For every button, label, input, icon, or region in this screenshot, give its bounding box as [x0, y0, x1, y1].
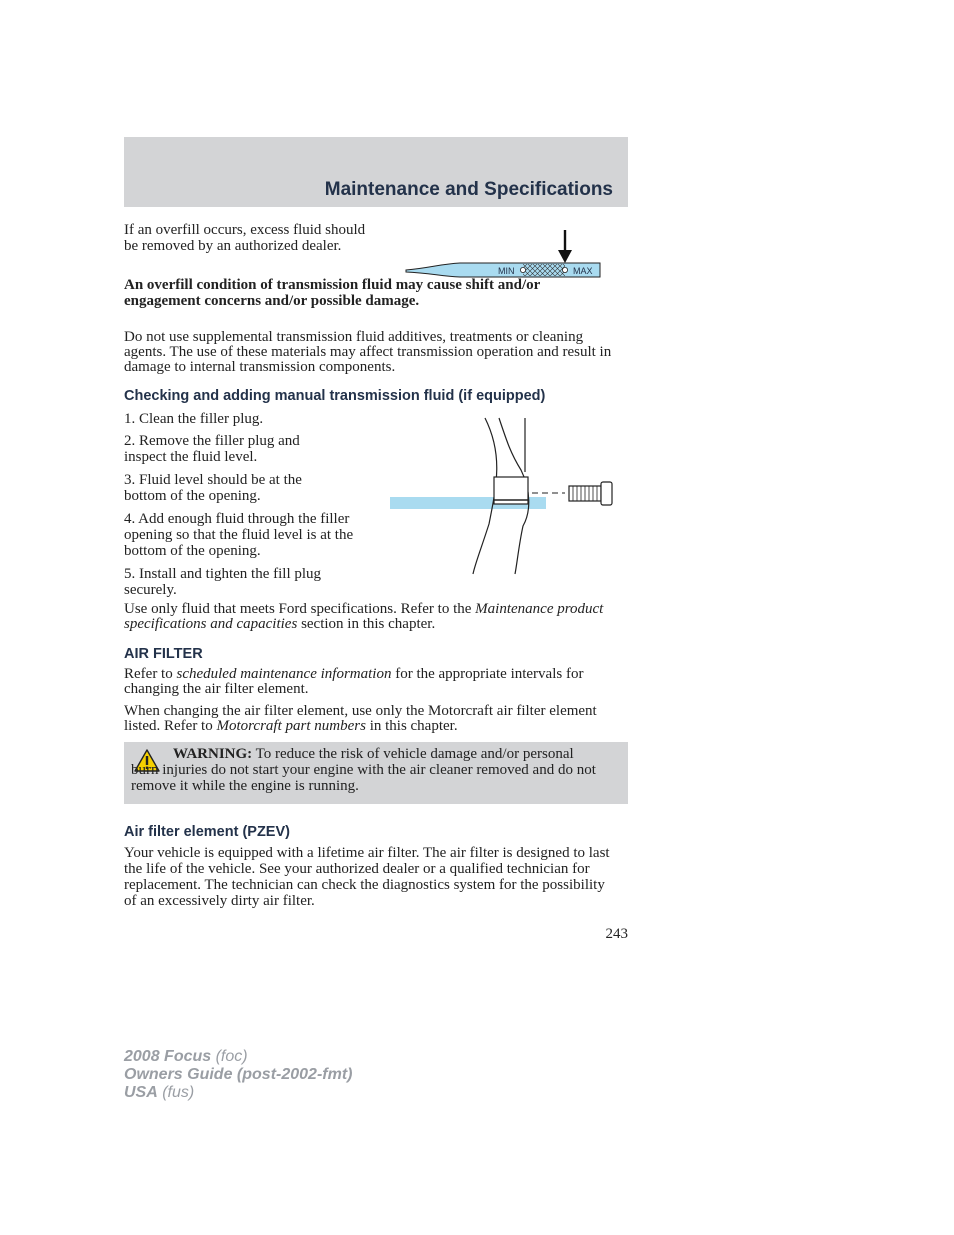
step-2: 2. Remove the filler plug and inspect the fluid level. — [124, 433, 300, 465]
pzev-heading: Air filter element (PZEV) — [124, 824, 290, 840]
min-mark — [520, 267, 525, 272]
footer-model: 2008 Focus — [124, 1048, 212, 1065]
fluid-spec-note — [124, 602, 624, 632]
fluid-note-link: Maintenance product specifications and capacities — [124, 601, 604, 632]
step-5: 5. Install and tighten the fill plug securely. — [124, 566, 322, 598]
air-filter-p2-end: in this chapter. — [365, 718, 458, 734]
step-4: 4. Add enough fluid through the filler opening so that the fluid level is at the bottom of the opening. — [124, 511, 354, 559]
additives-paragraph: Do not use supplemental transmission fluid additives, treatments or cleaning agents. The use of these materials may affect transmission operation and result in damage to internal transmission components. — [124, 329, 612, 375]
page-header — [124, 137, 628, 207]
footer-guide: Owners Guide (post-2002-fmt) — [124, 1066, 353, 1083]
max-label: MAX — [573, 266, 593, 276]
footer-market: USA — [124, 1084, 158, 1101]
min-label: MIN — [498, 266, 515, 276]
air-filter-heading: AIR FILTER — [124, 646, 203, 662]
step-1: 1. Clean the filler plug. — [124, 411, 264, 427]
dipstick-crosshatch-zone — [523, 264, 565, 276]
footer-line-1 — [124, 1048, 524, 1066]
document-footer — [124, 1048, 524, 1102]
warning-box — [124, 742, 628, 804]
air-filter-paragraph-1 — [124, 667, 619, 697]
footer-line-3 — [124, 1084, 524, 1102]
page-title: Maintenance and Specifications — [324, 179, 613, 200]
fluid-note-start: Use only fluid that meets Ford specifications. Refer to the — [124, 601, 476, 617]
fluid-note-end: section in this chapter. — [297, 616, 436, 632]
overfill-paragraph: If an overfill occurs, excess fluid should be removed by an authorized dealer. — [124, 222, 366, 254]
step-3: 3. Fluid level should be at the bottom of the opening. — [124, 472, 302, 504]
footer-line-2 — [124, 1066, 524, 1084]
warning-text — [131, 746, 601, 794]
pzev-paragraph: Your vehicle is equipped with a lifetime air filter. The air filter is designed to last the life of the vehicle. See your authorized dealer or a qualified technician for replacement. The technician can check the diagnostics system for the possibility of an excessively dirty air filter. — [124, 845, 610, 909]
air-filter-p1-end: for the appropriate intervals for changing the air filter element. — [124, 666, 584, 697]
air-filter-p2-link: Motorcraft part numbers — [216, 718, 366, 734]
air-filter-p2-start: When changing the air filter element, use only the Motorcraft air filter element listed. Refer to — [124, 703, 597, 734]
max-mark — [562, 267, 567, 272]
overfill-warning-text: An overfill condition of transmission fluid may cause shift and/or engagement concerns and/or possible damage. — [124, 277, 541, 309]
warning-body: To reduce the risk of vehicle damage and/or personal burn injuries do not start your engine with the air cleaner removed and do not remove it while the engine is running. — [131, 746, 596, 794]
filler-plug-icon — [569, 482, 612, 505]
overfill-warning — [124, 277, 574, 309]
dipstick-illustration — [400, 226, 610, 280]
air-filter-paragraph-2 — [124, 704, 619, 734]
page-number: 243 — [605, 926, 628, 942]
filler-plug-illustration — [385, 414, 615, 579]
footer-model-code: (foc) — [211, 1048, 248, 1065]
air-filter-p1-link: scheduled maintenance information — [176, 666, 392, 682]
warning-label: WARNING: — [173, 746, 253, 762]
arrow-down-icon — [558, 250, 572, 263]
housing-outer-curve — [473, 418, 497, 574]
air-filter-p1-start: Refer to — [124, 666, 177, 682]
manual-transmission-heading: Checking and adding manual transmission fluid (if equipped) — [124, 388, 546, 404]
footer-market-code: (fus) — [157, 1084, 195, 1101]
